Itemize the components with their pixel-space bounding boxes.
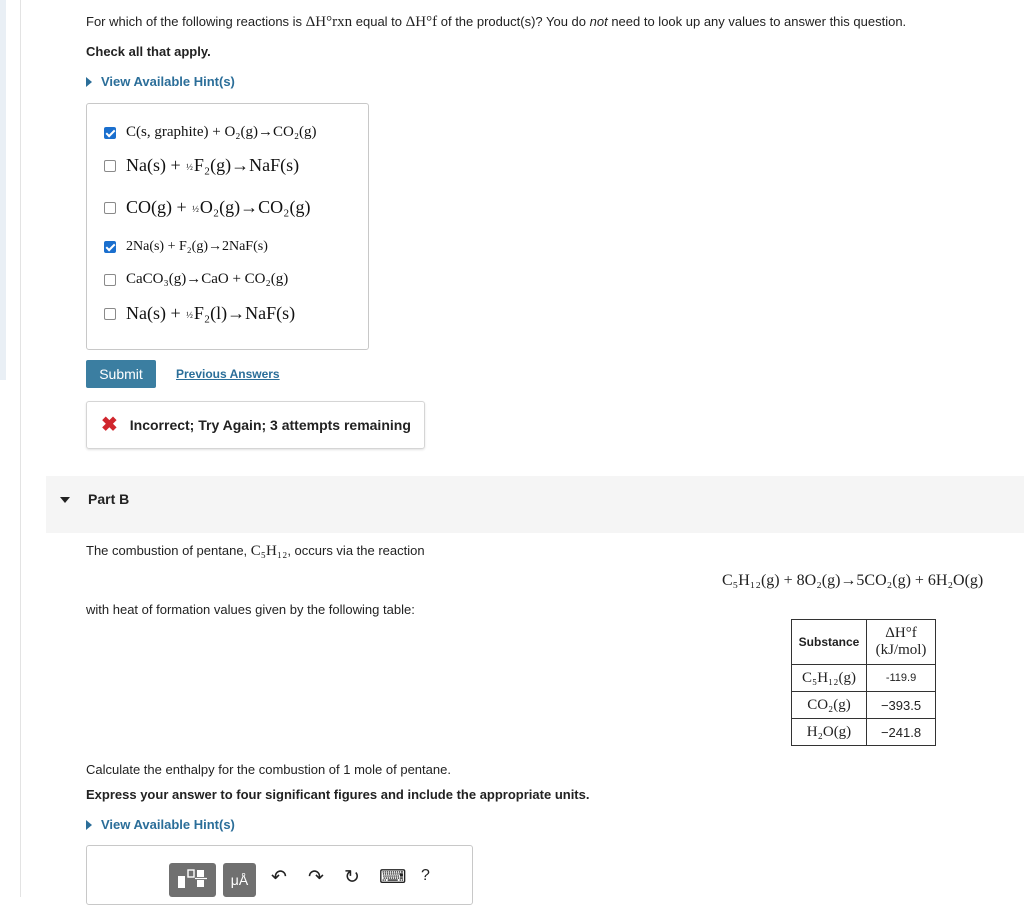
expand-triangle-icon xyxy=(86,820,92,830)
choice-1[interactable]: C(s, graphite) + O₂(g)→CO₂(g) xyxy=(104,124,317,141)
left-border xyxy=(20,0,21,897)
heat-of-formation-table xyxy=(791,619,936,746)
table-intro: with heat of formation values given by the following table: xyxy=(86,602,415,617)
part-b-header[interactable] xyxy=(46,476,1024,533)
question-text: For which of the following reactions is ΔH°rxn equal to ΔH°f of the product(s)? You do not need to look up any values to answer this question. xyxy=(86,14,907,30)
units-button[interactable]: μÅ xyxy=(223,863,256,897)
express-instruction: Express your answer to four significant figures and include the appropriate units. xyxy=(86,787,590,802)
checkbox-checked[interactable] xyxy=(104,241,116,253)
view-hints-link-a[interactable]: View Available Hint(s) xyxy=(86,74,235,89)
header-substance: Substance xyxy=(792,620,867,665)
delta-h-f: ΔH°f xyxy=(405,14,438,30)
feedback-message: Incorrect; Try Again; 3 attempts remaining xyxy=(129,417,411,433)
templates-icon xyxy=(169,863,216,897)
view-hints-link-b[interactable]: View Available Hint(s) xyxy=(86,817,235,832)
feedback-box xyxy=(86,401,425,449)
table-header-row xyxy=(792,620,936,665)
choice-6[interactable]: Na(s) + ½F₂(l)→NaF(s) xyxy=(104,303,295,324)
redo-icon[interactable]: ↷ xyxy=(308,867,324,888)
left-rail xyxy=(0,0,6,380)
collapse-caret-icon xyxy=(60,497,70,503)
checkbox[interactable] xyxy=(104,160,116,172)
checkbox-checked[interactable] xyxy=(104,127,116,139)
undo-icon[interactable]: ↶ xyxy=(271,867,287,888)
table-row: H₂O(g) −241.8 xyxy=(792,719,936,746)
incorrect-x-icon: ✖ xyxy=(101,414,118,436)
part-b-intro: The combustion of pentane, C₅H₁₂, occurs via the reaction xyxy=(86,543,425,559)
checkbox[interactable] xyxy=(104,274,116,286)
templates-button[interactable] xyxy=(169,863,216,897)
expand-triangle-icon xyxy=(86,77,92,87)
choice-5[interactable]: CaCO₃(g)→CaO + CO₂(g) xyxy=(104,271,288,288)
instruction-text: Check all that apply. xyxy=(86,44,211,59)
submit-button[interactable]: Submit xyxy=(86,360,156,388)
delta-h-rxn: ΔH°rxn xyxy=(305,14,353,30)
calculate-instruction: Calculate the enthalpy for the combustion of 1 mole of pentane. xyxy=(86,762,451,777)
combustion-reaction: C₅H₁₂(g) + 8O₂(g)→5CO₂(g) + 6H₂O(g) xyxy=(722,572,984,589)
checkbox[interactable] xyxy=(104,308,116,320)
previous-answers-link[interactable]: Previous Answers xyxy=(176,367,280,381)
choice-2[interactable]: Na(s) + ½F₂(g)→NaF(s) xyxy=(104,155,299,176)
table-row: C₅H₁₂(g) -119.9 xyxy=(792,665,936,692)
choice-3[interactable]: CO(g) + ½O₂(g)→CO₂(g) xyxy=(104,197,310,218)
answer-toolbar xyxy=(86,845,473,905)
part-b-title: Part B xyxy=(88,491,130,507)
choice-4[interactable]: 2Na(s) + F₂(g)→2NaF(s) xyxy=(104,239,268,255)
keyboard-icon[interactable]: ⌨ xyxy=(379,867,407,888)
table-row: CO₂(g) −393.5 xyxy=(792,692,936,719)
choices-box xyxy=(86,103,369,350)
checkbox[interactable] xyxy=(104,202,116,214)
header-delta-h: ΔH°f (kJ/mol) xyxy=(867,620,936,665)
help-icon[interactable]: ? xyxy=(421,867,430,884)
reset-icon[interactable]: ↻ xyxy=(344,867,360,888)
